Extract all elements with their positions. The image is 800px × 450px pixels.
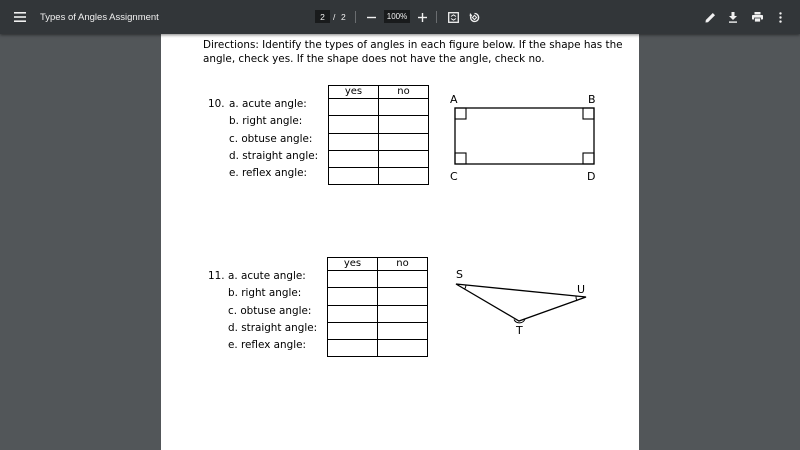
yes-cell[interactable]	[329, 150, 379, 167]
no-cell[interactable]	[379, 99, 429, 116]
item-acute-angle: a. acute angle:	[228, 270, 306, 282]
question-number: 10.	[208, 98, 225, 110]
angle-arc-s	[465, 285, 467, 290]
item-reflex-angle: e. reflex angle:	[228, 339, 306, 352]
item-straight-angle: d. straight angle:	[228, 321, 318, 334]
no-cell[interactable]	[379, 168, 429, 185]
item-straight-angle: d. straight angle:	[229, 149, 319, 162]
answer-table	[328, 85, 429, 185]
item-obtuse-angle: c. obtuse angle:	[228, 304, 312, 317]
toolbar-divider	[355, 11, 356, 23]
vertex-label-u: U	[577, 283, 586, 296]
yes-cell[interactable]	[328, 271, 378, 288]
pen-icon	[705, 12, 716, 23]
question-number: 11.	[208, 270, 225, 282]
no-cell[interactable]	[378, 340, 428, 357]
header-yes: yes	[329, 86, 379, 99]
zoom-out-button[interactable]	[364, 0, 378, 34]
annotate-button[interactable]	[702, 0, 718, 34]
no-cell[interactable]	[379, 133, 429, 150]
header-no: no	[378, 258, 428, 271]
zoom-in-button[interactable]	[415, 0, 429, 34]
yes-cell[interactable]	[328, 288, 378, 305]
fit-page-icon	[448, 12, 459, 23]
yes-cell[interactable]	[328, 305, 378, 322]
rectangle-shape	[455, 108, 594, 164]
more-options-button[interactable]	[773, 0, 787, 34]
answer-table	[327, 257, 428, 357]
triangle-shape	[456, 284, 586, 321]
pdf-page	[161, 34, 639, 450]
no-cell[interactable]	[378, 305, 428, 322]
item-right-angle: b. right angle:	[229, 115, 303, 128]
vertex-label-b: B	[588, 93, 596, 106]
directions-text: Directions: Identify the types of angles in each figure below. If the shape has the angle, check yes. If the shape does not have the angle, check no.	[203, 39, 623, 65]
yes-cell[interactable]	[328, 322, 378, 339]
angle-arc-u	[576, 296, 577, 301]
no-cell[interactable]	[378, 288, 428, 305]
fit-to-page-button[interactable]	[445, 0, 461, 34]
yes-cell[interactable]	[329, 133, 379, 150]
header-no: no	[379, 86, 429, 99]
more-vert-icon	[779, 12, 782, 23]
right-angle-marker	[455, 108, 466, 119]
header-yes: yes	[328, 258, 378, 271]
item-acute-angle: a. acute angle:	[229, 98, 307, 110]
page-separator: /	[333, 12, 336, 22]
yes-cell[interactable]	[328, 340, 378, 357]
right-angle-marker	[583, 153, 594, 164]
zoom-in-icon	[418, 13, 427, 22]
no-cell[interactable]	[378, 271, 428, 288]
menu-button[interactable]	[6, 0, 34, 34]
triangle-figure	[446, 262, 596, 342]
page-number-input[interactable]: 2	[315, 10, 330, 23]
right-angle-marker	[455, 153, 466, 164]
zoom-level-input[interactable]: 100%	[384, 10, 410, 23]
item-right-angle: b. right angle:	[228, 287, 302, 300]
print-button[interactable]	[749, 0, 765, 34]
pdf-toolbar	[0, 0, 800, 34]
no-cell[interactable]	[379, 150, 429, 167]
vertex-label-c: C	[450, 170, 458, 183]
page-total: 2	[341, 12, 346, 22]
vertex-label-d: D	[587, 170, 596, 183]
vertex-label-t: T	[516, 324, 523, 337]
item-obtuse-angle: c. obtuse angle:	[229, 132, 313, 145]
rotate-button[interactable]	[466, 0, 482, 34]
question-items	[229, 96, 318, 182]
question-items	[228, 268, 317, 354]
yes-cell[interactable]	[329, 116, 379, 133]
right-angle-marker	[583, 108, 594, 119]
yes-cell[interactable]	[329, 99, 379, 116]
yes-cell[interactable]	[329, 168, 379, 185]
no-cell[interactable]	[378, 322, 428, 339]
vertex-label-s: S	[456, 268, 463, 281]
zoom-out-icon	[367, 13, 376, 22]
download-button[interactable]	[725, 0, 741, 34]
document-title: Types of Angles Assignment	[40, 11, 159, 23]
no-cell[interactable]	[379, 116, 429, 133]
menu-icon	[14, 12, 26, 22]
download-icon	[728, 12, 738, 23]
toolbar-divider	[436, 11, 437, 23]
rectangle-figure	[441, 88, 611, 188]
rotate-icon	[469, 12, 480, 23]
vertex-label-a: A	[450, 93, 458, 106]
item-reflex-angle: e. reflex angle:	[229, 167, 307, 180]
print-icon	[752, 12, 763, 22]
